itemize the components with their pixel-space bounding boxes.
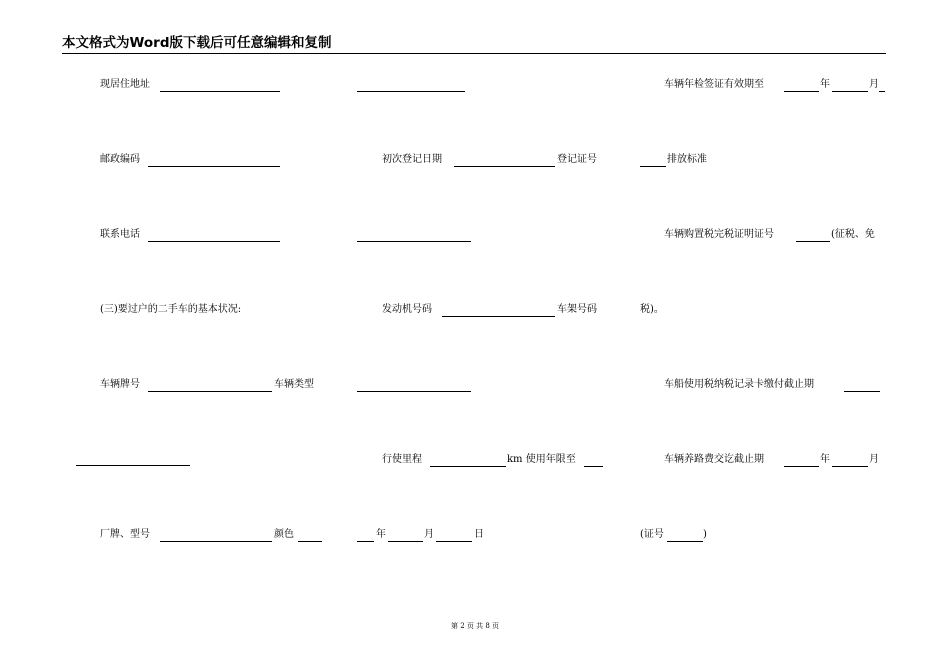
frame-label: 车架号码 bbox=[557, 304, 597, 315]
cert-no-blank bbox=[667, 541, 703, 542]
postal-blank bbox=[148, 166, 280, 167]
inspection-month-char: 月 bbox=[869, 79, 879, 90]
address-label: 现居住地址 bbox=[100, 79, 150, 90]
phone-blank bbox=[148, 241, 280, 242]
page-header bbox=[62, 34, 886, 54]
type-label: 车辆类型 bbox=[274, 379, 314, 390]
vessel-tax-label: 车船使用税纳税记录卡缴付截止期 bbox=[664, 379, 814, 390]
purchase-tax-label: 车辆购置税完税证明证号 bbox=[664, 229, 774, 240]
engine-label: 发动机号码 bbox=[382, 304, 432, 315]
inspection-month-blank bbox=[832, 91, 868, 92]
address-blank-cont bbox=[357, 91, 465, 92]
inspection-label: 车辆年检签证有效期至 bbox=[664, 79, 764, 90]
emission-label: 排放标准 bbox=[667, 154, 707, 165]
cert-no-close: ) bbox=[703, 529, 707, 540]
header-title: 本文格式为Word版下载后可任意编辑和复制 bbox=[62, 35, 332, 51]
service-day-blank bbox=[436, 541, 472, 542]
reg-cert-label: 登记证号 bbox=[557, 154, 597, 165]
page-footer: 第 2 页 共 8 页 bbox=[450, 622, 500, 630]
service-year-char: 年 bbox=[376, 529, 386, 540]
type-blank bbox=[76, 465, 190, 466]
address-blank bbox=[160, 91, 280, 92]
purchase-tax-blank bbox=[796, 241, 830, 242]
road-fee-month-blank bbox=[832, 466, 868, 467]
tax-exempt-open: (征税、免 bbox=[831, 229, 875, 240]
plate-label: 车辆牌号 bbox=[100, 379, 140, 390]
service-month-char: 月 bbox=[424, 529, 434, 540]
section-heading: (三)要过户的二手车的基本状况: bbox=[100, 304, 242, 315]
phone-label: 联系电话 bbox=[100, 229, 140, 240]
engine-blank bbox=[442, 316, 555, 317]
road-fee-month-char: 月 bbox=[869, 454, 879, 465]
plate-blank bbox=[148, 391, 272, 392]
inspection-year-char: 年 bbox=[820, 79, 830, 90]
road-fee-year-char: 年 bbox=[820, 454, 830, 465]
cert-no-label: (证号 bbox=[640, 529, 664, 540]
mileage-blank bbox=[430, 466, 506, 467]
reg-cert-blank bbox=[357, 241, 471, 242]
first-reg-label: 初次登记日期 bbox=[382, 154, 442, 165]
postal-label: 邮政编码 bbox=[100, 154, 140, 165]
mileage-unit: km 使用年限至 bbox=[507, 454, 576, 465]
inspection-year-blank bbox=[784, 91, 819, 92]
color-label: 颜色 bbox=[274, 529, 294, 540]
first-reg-blank bbox=[454, 166, 555, 167]
vessel-tax-blank bbox=[844, 391, 880, 392]
reg-cert-blank-end bbox=[640, 166, 666, 167]
road-fee-year-blank bbox=[784, 466, 819, 467]
service-year-blank-cont bbox=[357, 541, 374, 542]
tax-exempt-close: 税)。 bbox=[640, 304, 664, 315]
service-day-char: 日 bbox=[474, 529, 484, 540]
road-fee-label: 车辆养路费交讫截止期 bbox=[664, 454, 764, 465]
brand-blank bbox=[160, 541, 272, 542]
frame-blank bbox=[357, 391, 471, 392]
brand-label: 厂牌、型号 bbox=[100, 529, 150, 540]
mileage-label: 行使里程 bbox=[382, 454, 422, 465]
service-month-blank bbox=[388, 541, 423, 542]
color-blank bbox=[298, 541, 322, 542]
service-year-blank bbox=[584, 466, 603, 467]
inspection-day-blank bbox=[879, 91, 885, 92]
